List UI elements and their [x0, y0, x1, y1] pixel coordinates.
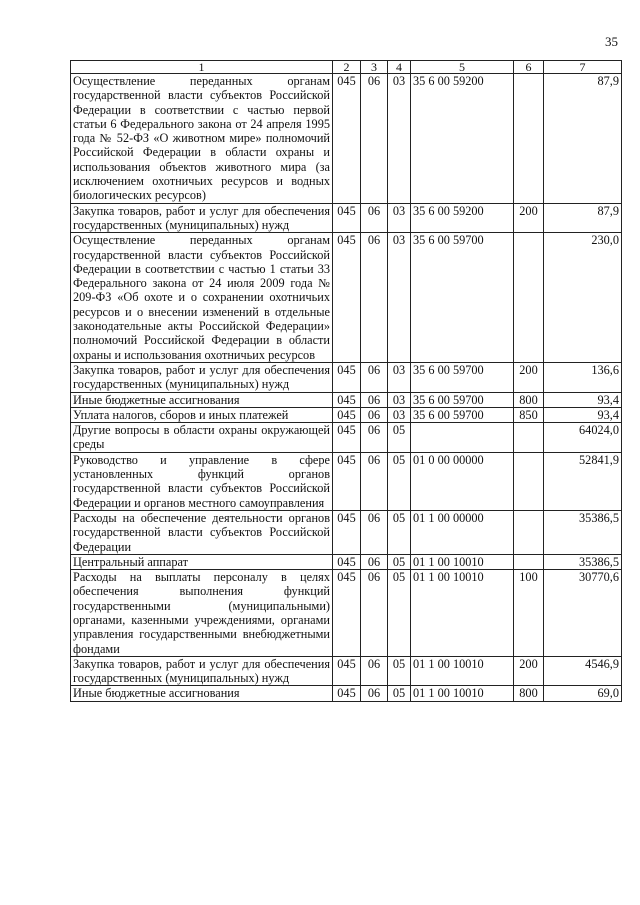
row-csr: 35 6 00 59700 [411, 362, 514, 392]
table-row [71, 686, 622, 701]
row-name: Расходы на выплаты персоналу в целях обеспечения выполнения функций государственными (муниципальными) органами, казенными учреждениями, органами управления государственными внебюджетными фондами [71, 570, 333, 657]
row-ved: 045 [333, 510, 361, 554]
budget-table [70, 60, 622, 702]
row-rz: 06 [361, 570, 388, 657]
column-header: 7 [544, 61, 622, 74]
row-name: Закупка товаров, работ и услуг для обеспечения государственных (муниципальных) нужд [71, 362, 333, 392]
row-csr: 35 6 00 59200 [411, 74, 514, 204]
table-row [71, 74, 622, 204]
row-csr: 01 1 00 10010 [411, 554, 514, 569]
row-sum: 93,4 [544, 392, 622, 407]
row-vr [514, 233, 544, 363]
table-row [71, 510, 622, 554]
row-vr: 850 [514, 407, 544, 422]
column-header: 5 [411, 61, 514, 74]
row-csr [411, 423, 514, 453]
row-vr: 200 [514, 656, 544, 686]
row-rz: 06 [361, 392, 388, 407]
row-name: Расходы на обеспечение деятельности органов государственной власти субъектов Российской Федерации [71, 510, 333, 554]
row-pr: 03 [388, 392, 411, 407]
row-name: Иные бюджетные ассигнования [71, 392, 333, 407]
row-sum: 230,0 [544, 233, 622, 363]
row-rz: 06 [361, 510, 388, 554]
row-vr [514, 423, 544, 453]
row-sum: 30770,6 [544, 570, 622, 657]
row-name: Руководство и управление в сфере установленных функций органов государственной власти субъектов Российской Федерации и органов местного самоуправления [71, 452, 333, 510]
row-sum: 136,6 [544, 362, 622, 392]
row-csr: 01 1 00 00000 [411, 510, 514, 554]
row-vr: 200 [514, 203, 544, 233]
row-ved: 045 [333, 452, 361, 510]
row-rz: 06 [361, 423, 388, 453]
row-ved: 045 [333, 656, 361, 686]
row-csr: 01 1 00 10010 [411, 656, 514, 686]
row-ved: 045 [333, 570, 361, 657]
row-rz: 06 [361, 452, 388, 510]
row-sum: 52841,9 [544, 452, 622, 510]
row-csr: 01 1 00 10010 [411, 570, 514, 657]
row-pr: 03 [388, 203, 411, 233]
table-row [71, 423, 622, 453]
row-csr: 01 0 00 00000 [411, 452, 514, 510]
column-header: 3 [361, 61, 388, 74]
row-rz: 06 [361, 407, 388, 422]
row-pr: 05 [388, 554, 411, 569]
row-ved: 045 [333, 74, 361, 204]
row-pr: 05 [388, 452, 411, 510]
row-vr [514, 554, 544, 569]
row-ved: 045 [333, 423, 361, 453]
row-vr: 800 [514, 686, 544, 701]
table-row [71, 656, 622, 686]
row-name: Осуществление переданных органам государственной власти субъектов Российской Федерации в соответствии с частью первой статьи 6 Федерального закона от 24 апреля 1995 года № 52-ФЗ «О животном мире» полномочий Российской Федерации в области охраны и использования объектов животного мира (за исключением охотничьих ресурсов и водных биологических ресурсов) [71, 74, 333, 204]
row-pr: 05 [388, 656, 411, 686]
row-pr: 05 [388, 510, 411, 554]
page-number: 35 [605, 34, 618, 49]
row-sum: 93,4 [544, 407, 622, 422]
row-name: Закупка товаров, работ и услуг для обеспечения государственных (муниципальных) нужд [71, 656, 333, 686]
row-pr: 03 [388, 74, 411, 204]
row-ved: 045 [333, 203, 361, 233]
table-row [71, 554, 622, 569]
row-vr [514, 452, 544, 510]
row-vr: 800 [514, 392, 544, 407]
row-vr: 200 [514, 362, 544, 392]
column-header: 1 [71, 61, 333, 74]
table-row [71, 362, 622, 392]
row-name: Уплата налогов, сборов и иных платежей [71, 407, 333, 422]
row-ved: 045 [333, 407, 361, 422]
row-sum: 4546,9 [544, 656, 622, 686]
row-sum: 64024,0 [544, 423, 622, 453]
row-rz: 06 [361, 203, 388, 233]
column-header: 2 [333, 61, 361, 74]
row-rz: 06 [361, 656, 388, 686]
row-ved: 045 [333, 392, 361, 407]
row-ved: 045 [333, 233, 361, 363]
row-csr: 35 6 00 59200 [411, 203, 514, 233]
row-sum: 87,9 [544, 74, 622, 204]
row-ved: 045 [333, 686, 361, 701]
row-csr: 35 6 00 59700 [411, 392, 514, 407]
column-header: 4 [388, 61, 411, 74]
row-ved: 045 [333, 362, 361, 392]
row-csr: 35 6 00 59700 [411, 233, 514, 363]
row-rz: 06 [361, 686, 388, 701]
row-sum: 69,0 [544, 686, 622, 701]
header-row [71, 61, 622, 74]
row-rz: 06 [361, 233, 388, 363]
row-name: Другие вопросы в области охраны окружающей среды [71, 423, 333, 453]
table-row [71, 570, 622, 657]
row-sum: 87,9 [544, 203, 622, 233]
row-rz: 06 [361, 554, 388, 569]
row-pr: 05 [388, 570, 411, 657]
row-vr [514, 74, 544, 204]
row-pr: 03 [388, 233, 411, 363]
row-name: Иные бюджетные ассигнования [71, 686, 333, 701]
row-pr: 05 [388, 686, 411, 701]
row-pr: 03 [388, 407, 411, 422]
row-csr: 01 1 00 10010 [411, 686, 514, 701]
table-row [71, 452, 622, 510]
row-pr: 05 [388, 423, 411, 453]
row-rz: 06 [361, 362, 388, 392]
column-header: 6 [514, 61, 544, 74]
row-name: Закупка товаров, работ и услуг для обеспечения государственных (муниципальных) нужд [71, 203, 333, 233]
row-sum: 35386,5 [544, 510, 622, 554]
row-csr: 35 6 00 59700 [411, 407, 514, 422]
table-row [71, 407, 622, 422]
row-ved: 045 [333, 554, 361, 569]
row-vr [514, 510, 544, 554]
row-sum: 35386,5 [544, 554, 622, 569]
row-pr: 03 [388, 362, 411, 392]
table-row [71, 203, 622, 233]
row-name: Центральный аппарат [71, 554, 333, 569]
row-rz: 06 [361, 74, 388, 204]
row-name: Осуществление переданных органам государственной власти субъектов Российской Федерации в соответствии с частью 1 статьи 33 Федерального закона от 24 июля 2009 года № 209-ФЗ «Об охоте и о сохранении охотничьих ресурсов и о внесении изменений в отдельные законодательные акты Российской Федерации» полномочий Российской Федерации в области охраны и использования охотничьих ресурсов [71, 233, 333, 363]
row-vr: 100 [514, 570, 544, 657]
table-row [71, 392, 622, 407]
table-row [71, 233, 622, 363]
